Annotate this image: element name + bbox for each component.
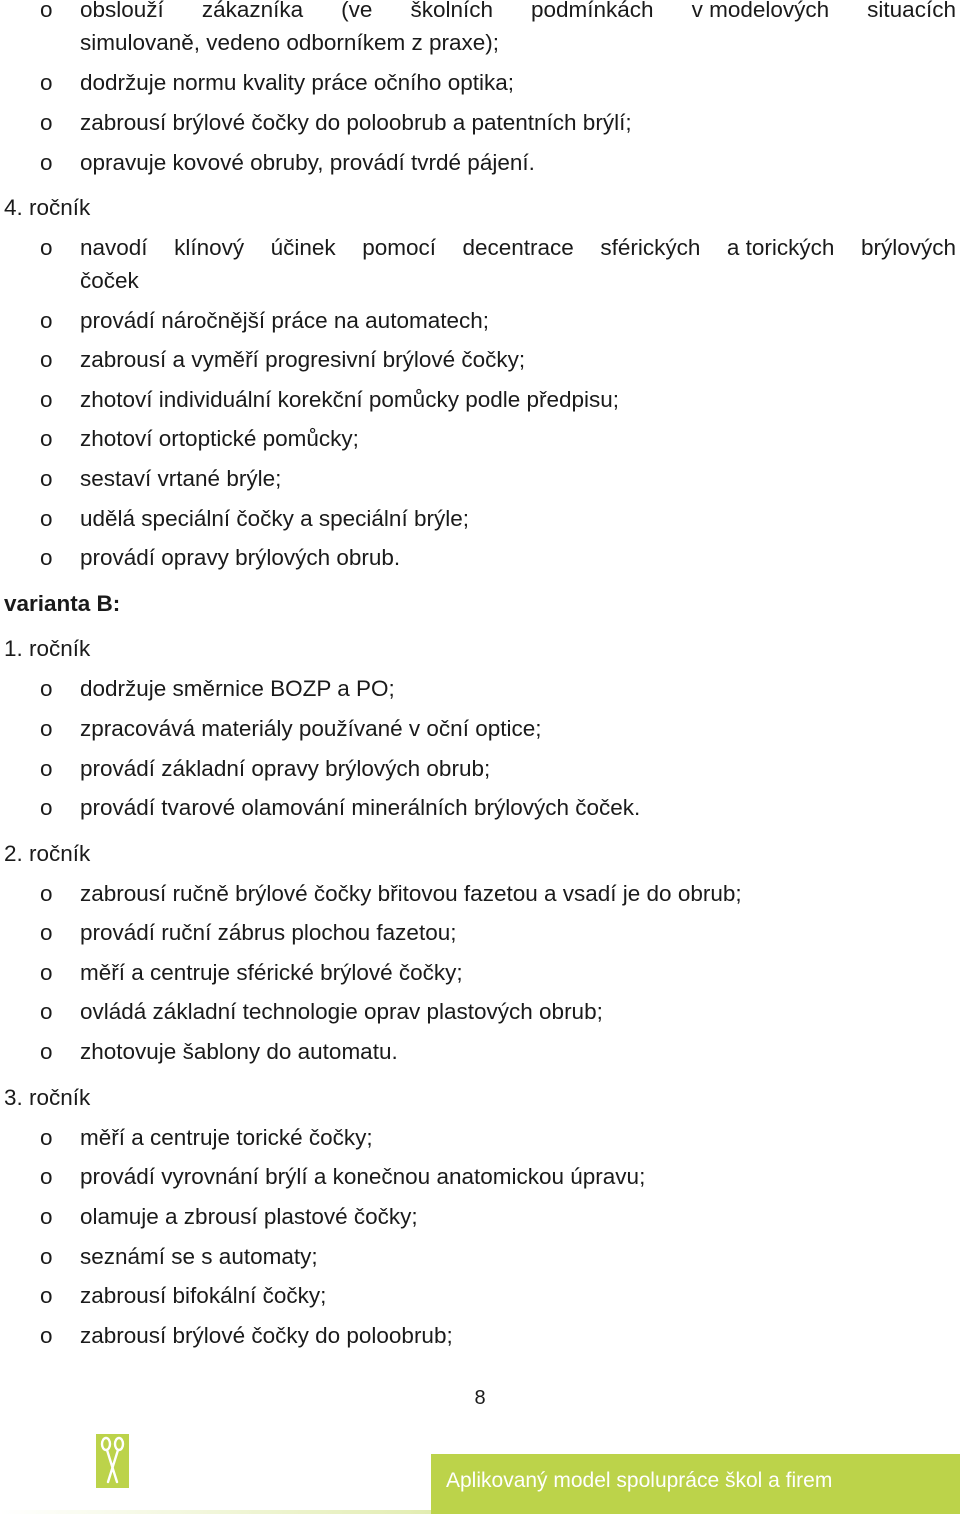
section-heading-rocnik-1: 1. ročník xyxy=(4,636,91,661)
section-heading-rocnik-2: 2. ročník xyxy=(4,841,91,866)
item-text-justified: navodí klínový účinek pomocí decentrace sférických a torických brýlových xyxy=(80,235,956,260)
item-text-justified: obslouží zákazníka (ve školních podmínkách v modelových situacích xyxy=(80,0,956,22)
footer-logo xyxy=(96,1434,129,1488)
scissors-icon xyxy=(96,1434,129,1488)
footer-text: Aplikovaný model spolupráce škol a firem xyxy=(446,1469,833,1492)
section-heading-rocnik-4: 4. ročník xyxy=(4,195,91,220)
page-number: 8 xyxy=(474,1387,486,1409)
section-heading-varianta-b: varianta B: xyxy=(4,591,121,616)
section-heading-rocnik-3: 3. ročník xyxy=(4,1085,91,1110)
